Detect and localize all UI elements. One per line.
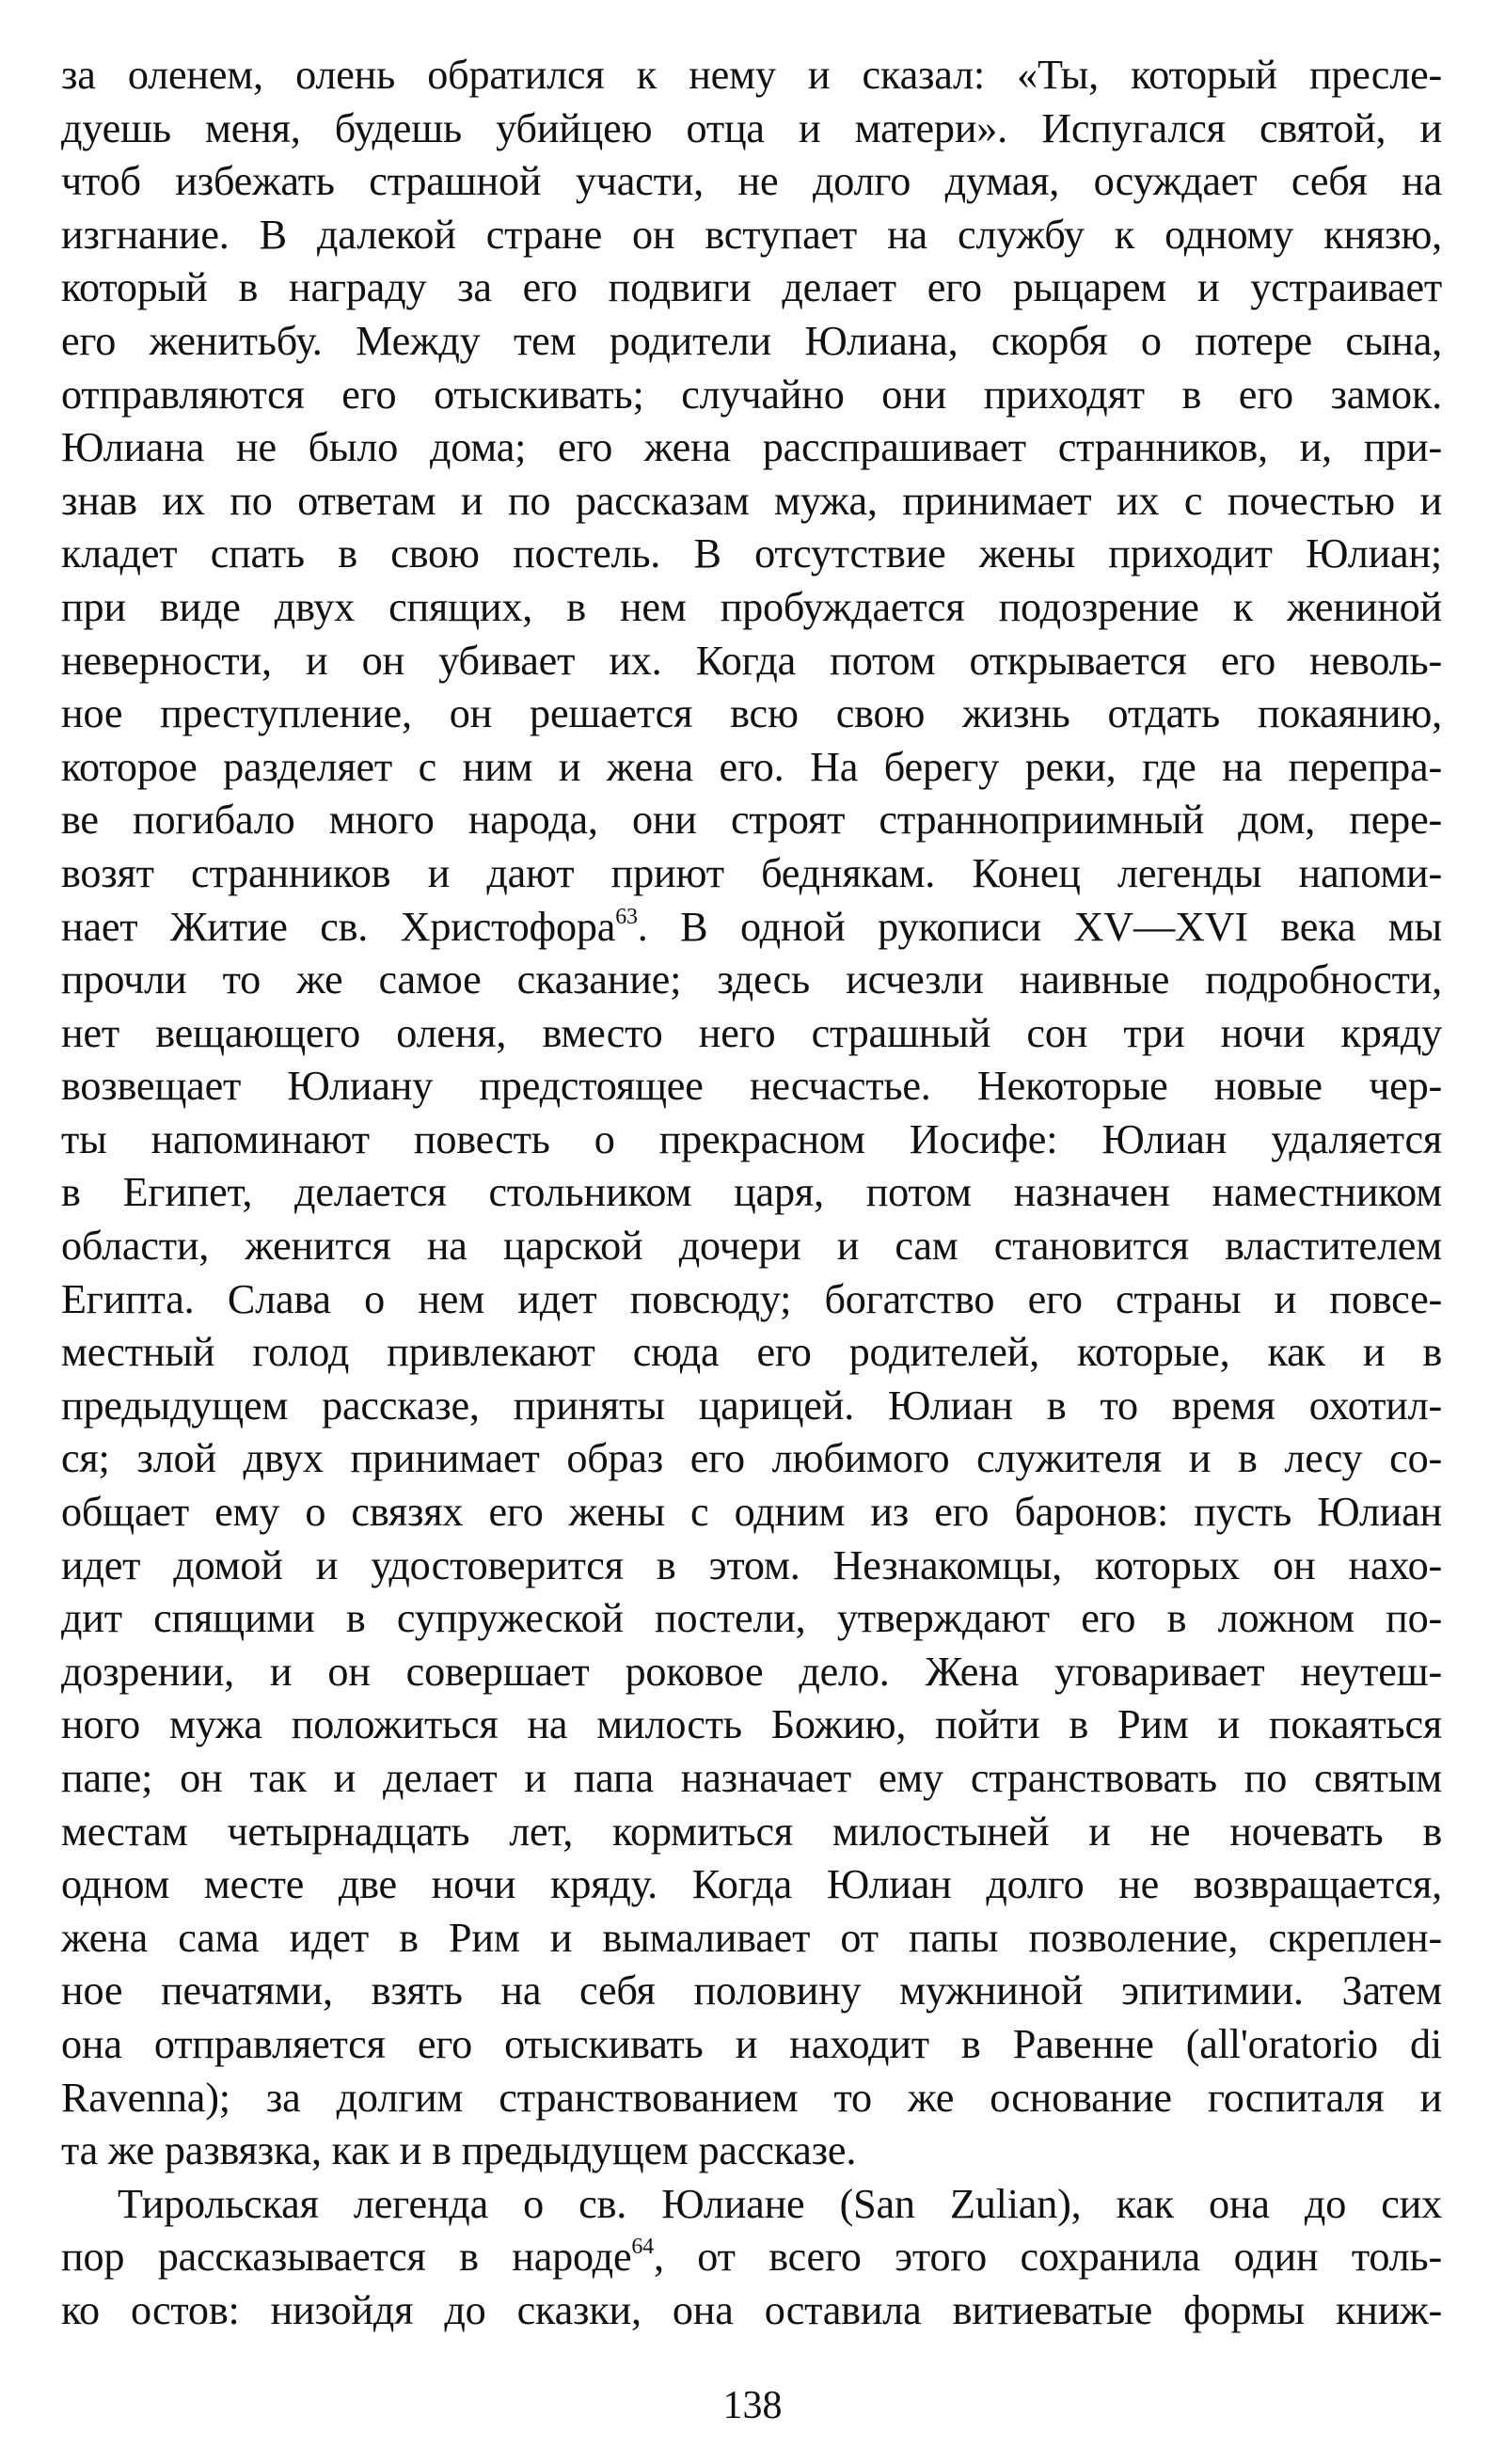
text-line: ное печатями, взять на себя половину мужниной эпитимии. Затем: [61, 1967, 1442, 2014]
text-fragment: . В одной рукописи XV—XVI века мы: [637, 903, 1442, 950]
text-line: ного мужа положиться на милость Божию, пойти в Рим и покаяться: [61, 1701, 1442, 1748]
text-line: нет вещающего оленя, вместо него страшный сон три ночи кряду: [61, 1009, 1442, 1056]
book-page: [61, 49, 1442, 2338]
text-line: Ravenna); за долгим странствованием то же основание госпиталя и: [61, 2074, 1442, 2121]
text-line: изгнание. В далекой стране он вступает на службу к одному князю,: [61, 211, 1442, 258]
text-line: общает ему о связях его жены с одним из его баронов: пусть Юлиан: [61, 1489, 1442, 1536]
text-line: дит спящими в супружеской постели, утверждают его в ложном по-: [61, 1595, 1442, 1642]
text-line: она отправляется его отыскивать и находит в Равенне (all'oratorio di: [61, 2020, 1442, 2067]
text-line: Египта. Слава о нем идет повсюду; богатство его страны и повсе-: [61, 1275, 1442, 1322]
text-line-last: та же развязка, как и в предыдущем рассказе.: [61, 2127, 857, 2174]
text-fragment: пор рассказывается в народе: [61, 2234, 632, 2281]
text-line-indented: Тирольская легенда о св. Юлиане (San Zulian), как она до сих: [118, 2180, 1442, 2227]
paragraph-1: [61, 49, 1442, 2178]
text-line: местный голод привлекают сюда его родителей, которые, как и в: [61, 1329, 1442, 1376]
footnote-marker[interactable]: 63: [615, 904, 638, 929]
text-line: неверности, и он убивает их. Когда потом открывается его неволь-: [61, 637, 1442, 684]
text-line: ве погибало много народа, они строят странноприимный дом, пере-: [61, 797, 1442, 844]
text-line: местам четырнадцать лет, кормиться милостыней и не ночевать в: [61, 1808, 1442, 1855]
text-line: возвещает Юлиану предстоящее несчастье. Некоторые новые чер-: [61, 1063, 1442, 1110]
page-number: 138: [722, 2384, 783, 2427]
text-line: ты напоминают повесть о прекрасном Иосифе: Юлиан удаляется: [61, 1115, 1442, 1162]
text-line: идет домой и удостоверится в этом. Незнакомцы, которых он нахо-: [61, 1541, 1442, 1588]
text-line: чтоб избежать страшной участи, не долго думая, осуждает себя на: [61, 158, 1442, 205]
text-line: предыдущем рассказе, приняты царицей. Юлиан в то время охотил-: [61, 1382, 1442, 1429]
paragraph-2: [61, 2178, 1442, 2338]
text-line: знав их по ответам и по рассказам мужа, принимает их с почестью и: [61, 477, 1442, 524]
text-line-with-footnote: [61, 901, 1442, 955]
text-fragment: , от всего этого сохранила один толь-: [653, 2234, 1442, 2281]
text-line-with-footnote: [61, 2231, 1442, 2284]
text-line: который в награду за его подвиги делает его рыцарем и устраивает: [61, 264, 1442, 311]
text-line: кладет спать в свою постель. В отсутствие жены приходит Юлиан;: [61, 530, 1442, 577]
text-line: дозрении, и он совершает роковое дело. Жена уговаривает неутеш-: [61, 1648, 1442, 1695]
footnote-marker[interactable]: 64: [631, 2235, 654, 2260]
text-line: ся; злой двух принимает образ его любимого служителя и в лесу со-: [61, 1435, 1442, 1482]
text-line: ное преступление, он решается всю свою жизнь отдать покаянию,: [61, 690, 1442, 737]
text-line: Юлиана не было дома; его жена расспрашивает странников, и, при-: [61, 424, 1442, 471]
text-line: отправляются его отыскивать; случайно они приходят в его замок.: [61, 371, 1442, 418]
text-line: области, женится на царской дочери и сам становится властителем: [61, 1223, 1442, 1270]
text-line: которое разделяет с ним и жена его. На берегу реки, где на перепра-: [61, 743, 1442, 790]
text-line: дуешь меня, будешь убийцею отца и матери». Испугался святой, и: [61, 104, 1442, 151]
text-line: одном месте две ночи кряду. Когда Юлиан долго не возвращается,: [61, 1861, 1442, 1908]
text-line: возят странников и дают приют беднякам. Конец легенды напоми-: [61, 849, 1442, 896]
text-fragment: нает Житие св. Христофора: [61, 903, 616, 950]
text-line: ко остов: низойдя до сказки, она оставила витиеватые формы книж-: [61, 2286, 1442, 2333]
text-line: его женитьбу. Между тем родители Юлиана, скорбя о потере сына,: [61, 317, 1442, 364]
text-line: в Египет, делается стольником царя, потом назначен наместником: [61, 1169, 1442, 1216]
text-line: за оленем, олень обратился к нему и сказал: «Ты, который пресле-: [61, 52, 1442, 98]
text-line: прочли то же самое сказание; здесь исчезли наивные подробности,: [61, 956, 1442, 1003]
text-line: жена сама идет в Рим и вымаливает от папы позволение, скреплен-: [61, 1914, 1442, 1961]
text-line: папе; он так и делает и папа назначает ему странствовать по святым: [61, 1755, 1442, 1801]
text-line: при виде двух спящих, в нем пробуждается подозрение к жениной: [61, 583, 1442, 630]
